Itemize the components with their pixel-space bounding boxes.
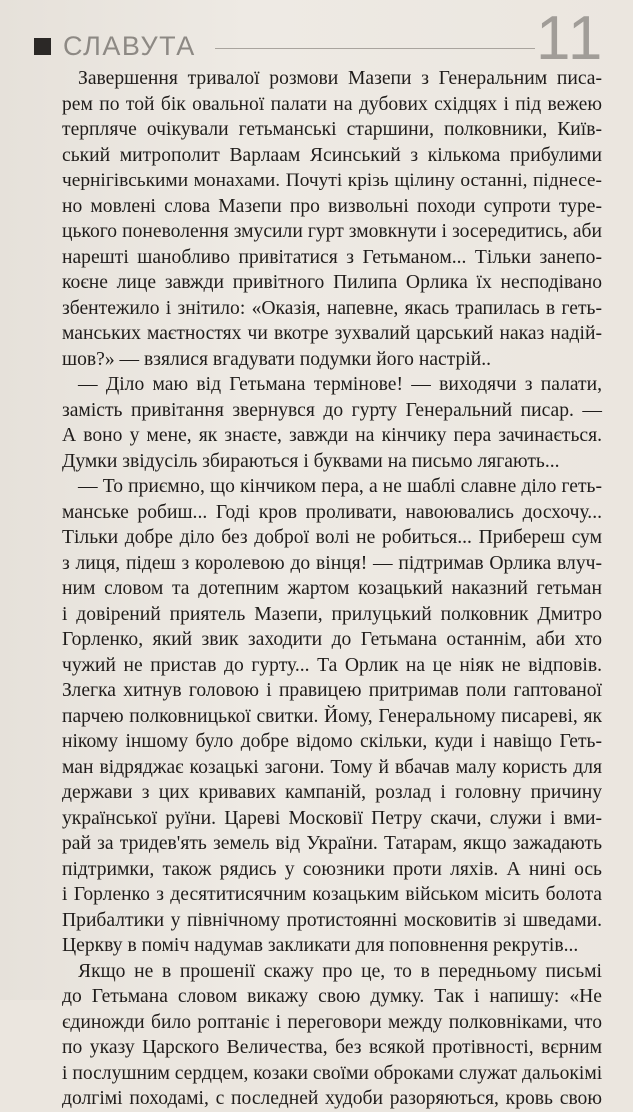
text-line: долгімі походамі, с последней худоби разоряються, кровь свою: [62, 1088, 602, 1109]
text-line: но мовлені слова Мазепи про визвольні походи супроти туре-: [62, 195, 602, 217]
text-line: по указу Царского Величества, без всякой протівності, вєрним: [62, 1037, 602, 1058]
text-line: Завершення тривалої розмови Мазепи з Генеральним писа-: [78, 68, 602, 89]
text-line: манське робиш... Годі кров проливати, навоювались досхочу...: [62, 501, 602, 523]
text-line: Горленко, який звик заходити до Гетьмана останнім, аби хто: [62, 629, 602, 650]
text-line: держави з цих кривавих кампаній, розлад і головну причину: [62, 782, 602, 803]
text-line: — Діло маю від Гетьмана термінове! — виходячи з палати,: [78, 374, 602, 395]
text-line: ним словом та дотепним жартом козацький наказний гетьман: [62, 578, 602, 599]
text-line: і довірений приятель Мазепи, прилуцький полковник Дмитро: [62, 603, 602, 625]
text-line: шов?» — взялися вгадувати подумки його настрій..: [62, 348, 492, 370]
text-line: української руїни. Цареві Московії Петру скачи, служи і вми-: [62, 807, 602, 829]
page-number: 11: [536, 4, 605, 73]
text-line: рем по той бік овальної палати на дубових східцях і під вежею: [62, 93, 602, 115]
text-line: коєне лице завжди привітного Пилипа Орлика їх несподівано: [62, 272, 602, 293]
text-line: цького поневолення змусили гурт змовкнути і зосередитись, аби: [62, 221, 602, 242]
text-line: Злегка хитнув головою і правицею притримав поли гаптованої: [62, 680, 602, 701]
running-title: СЛАВУТА: [63, 31, 196, 61]
text-line: до Гетьмана словом викажу свою думку. Так і напишу: «Не: [62, 986, 602, 1007]
text-line: нарешті шанобливо привітатися з Гетьманом... Тільки занепо-: [62, 246, 602, 268]
text-line: єдиножди било роптаніє і переговори между полковніками, что: [62, 1011, 602, 1033]
text-line: терпляче очікували гетьманські старшини, полковники, Київ-: [62, 119, 602, 140]
text-line: підтримки, також рядись у союзники проти ляхів. А нині ось: [62, 858, 602, 880]
text-line: нікому іншому було добре відомо скільки, куди і навіщо Геть-: [62, 731, 602, 752]
header-rule: [215, 48, 535, 49]
text-line: і послушним сердцем, козаки своїми оброками служат дальокімі: [62, 1062, 603, 1084]
text-line: чернігівськими монахами. Почуті крізь щілину останні, піднесе-: [62, 170, 602, 191]
text-line: манських маєтностях чи вкотре зухвалий царський наказ надій-: [62, 323, 602, 344]
text-line: з лиця, підеш з королевою до вінця! — підтримав Орлика влуч-: [62, 552, 602, 574]
text-line: чужий не пристав до гурту... Та Орлик на це ніяк не відповів.: [62, 654, 602, 676]
text-line: ський митрополит Варлаам Ясинський з кількома прибулими: [62, 144, 602, 166]
body-text: [62, 66, 602, 1112]
text-line: Думки звідусіль збираються і буквами на письмо лягають...: [62, 450, 560, 472]
text-line: рай за тридев'ять земель від України. Татарам, якщо зажадають: [62, 833, 602, 854]
text-line: Прибалтики у північному протистоянні московитів зі шведами.: [62, 909, 602, 931]
text-line: і Горленко з десятитисячним козацьким військом місить болота: [62, 884, 602, 905]
text-line: збентежило і знітило: «Оказія, напевне, якась трапилась в геть-: [62, 297, 602, 319]
text-line: А воно у мене, як знаєте, завжди на кінчику пера зачинається.: [62, 425, 602, 446]
text-line: ман відряджає козацькі загони. Тому й вбачав малу користь для: [62, 756, 602, 778]
text-line: парчею полковницької свитки. Йому, Генеральному писареві, як: [62, 705, 602, 727]
text-line: Церкву в поміч надумав закликати для поповнення рекрутів...: [62, 935, 579, 956]
text-line: замість привітання звернувся до гурту Генеральний писар. —: [62, 399, 602, 421]
header-square-marker: [34, 38, 51, 55]
text-line: — То приємно, що кінчиком пера, а не шаблі славне діло геть-: [78, 476, 602, 497]
text-line: Тільки добре діло без доброї волі не робиться... Прибереш сум: [62, 527, 602, 548]
text-line: Якщо не в прошенії скажу про це, то в передньому письмі: [78, 960, 602, 982]
